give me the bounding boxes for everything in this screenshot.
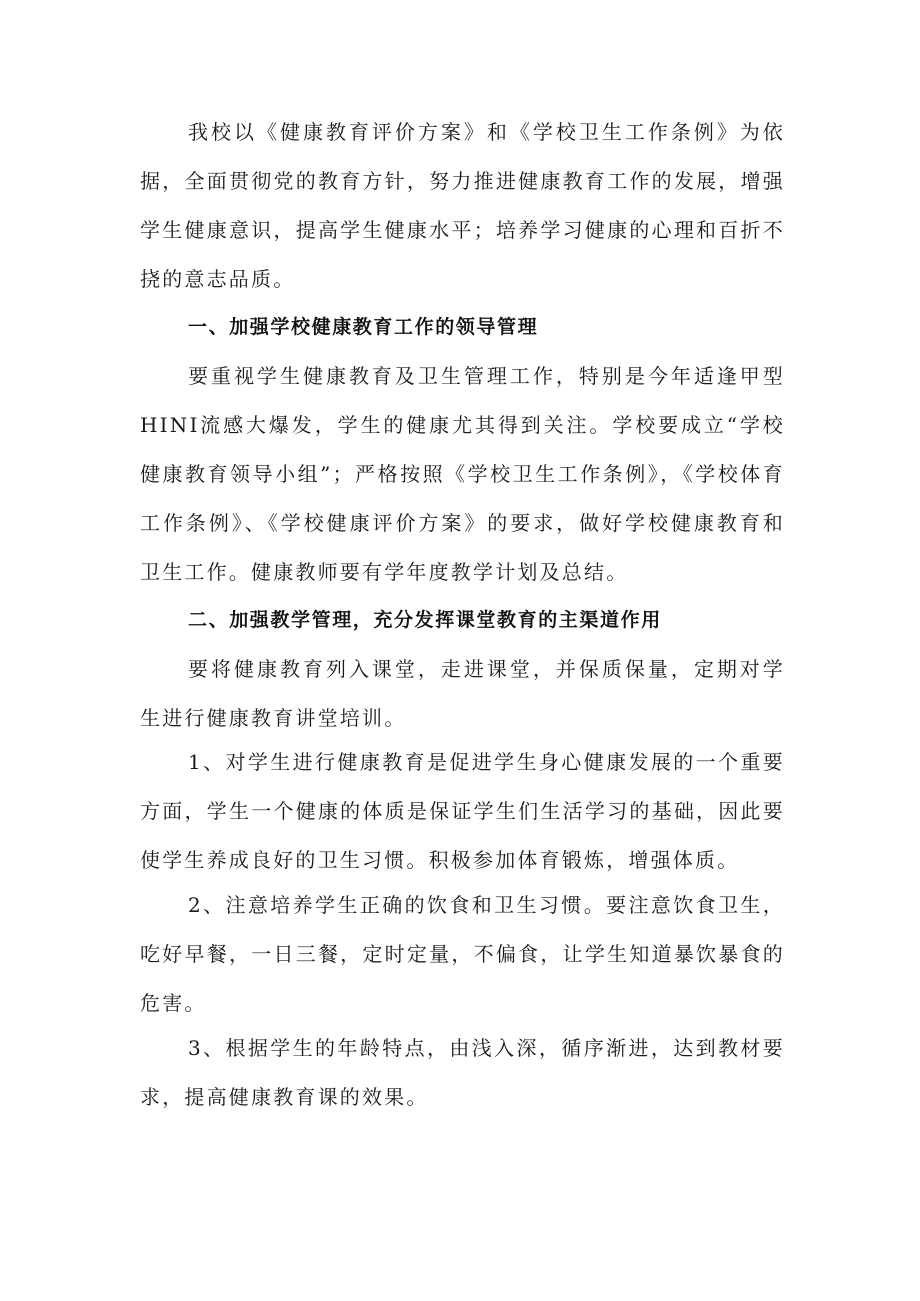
list-item-1: 1、对学生进行健康教育是促进学生身心健康发展的一个重要方面，学生一个健康的体质是保证学生们生活学习的基础，因此要使学生养成良好的卫生习惯。积极参加体育锻炼，增强体质。: [140, 750, 785, 872]
section-2-paragraph: 要将健康教育列入课堂，走进课堂，并保质保量，定期对学生进行健康教育讲堂培训。: [140, 657, 785, 730]
list-item-2: 2、注意培养学生正确的饮食和卫生习惯。要注意饮食卫生，吃好早餐，一日三餐，定时定量，不偏食，让学生知道暴饮暴食的危害。: [140, 893, 785, 1015]
section-2-heading: 二、加强教学管理，充分发挥课堂教育的主渠道作用: [188, 609, 662, 631]
list-item-3: 3、根据学生的年龄特点，由浅入深，循序渐进，达到教材要求，提高健康教育课的效果。: [140, 1036, 785, 1109]
section-1-paragraph: 要重视学生健康教育及卫生管理工作，特别是今年适逢甲型HINI流感大爆发，学生的健康尤其得到关注。学校要成立“学校健康教育领导小组”；严格按照《学校卫生工作条例》，《学校体育工作条例》、《学校健康评价方案》的要求，做好学校健康教育和卫生工作。健康教师要有学年度教学计划及总结。: [140, 364, 785, 584]
section-1-heading: 一、加强学校健康教育工作的领导管理: [188, 316, 539, 338]
intro-paragraph: 我校以《健康教育评价方案》和《学校卫生工作条例》为依据，全面贯彻党的教育方针，努力推进健康教育工作的发展，增强学生健康意识，提高学生健康水平；培养学习健康的心理和百折不挠的意志品质。: [140, 120, 785, 291]
